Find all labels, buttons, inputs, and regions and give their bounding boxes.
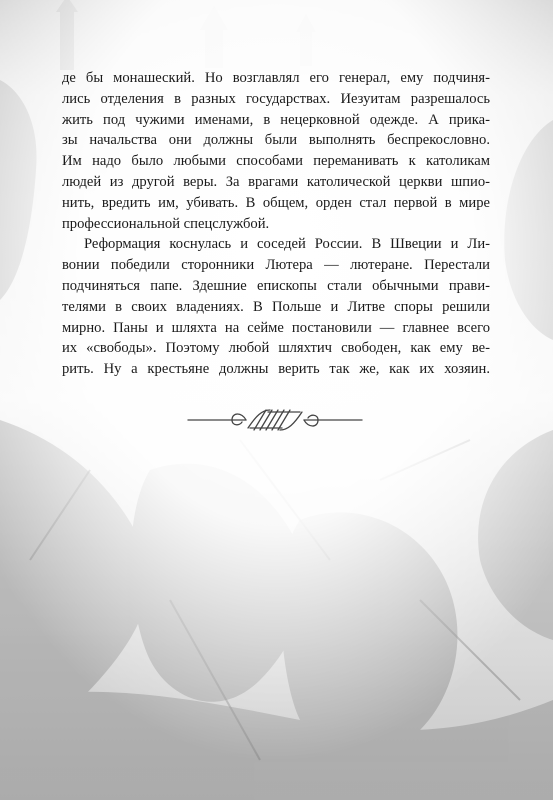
text-line: их «свободы». Поэтому любой шляхтич свободен, как ему ве- [62, 340, 490, 357]
text-line: нить, вредить им, убивать. В общем, орден стал первой в мире [62, 194, 490, 211]
text-line: лись отделения в разных государствах. Иезуитам разрешалось [62, 90, 490, 107]
text-line: жить под чужими именами, в нецерковной одежде. А прика- [62, 111, 490, 128]
text-line: Им надо было любыми способами переманивать к католикам [62, 153, 490, 170]
text-line: зы начальства они должны были выполнять беспрекословно. [62, 132, 490, 149]
text-line: мирно. Паны и шляхта на сейме постановили — главнее всего [62, 319, 490, 336]
text-line: Реформация коснулась и соседей России. В Швеции и Ли- [84, 236, 490, 253]
text-line: телями в своих владениях. В Польше и Литве споры решили [62, 298, 490, 315]
text-line: профессиональной спецслужбой. [62, 215, 270, 232]
body-text [62, 68, 490, 380]
text-line: подчиняться папе. Здешние епископы стали обычными прави- [62, 277, 490, 294]
paragraph-1 [62, 68, 490, 234]
paragraph-2 [62, 234, 490, 380]
text-line: де бы монашеский. Но возглавлял его генерал, ему подчиня- [62, 70, 490, 86]
text-line: людей из другой веры. За врагами католической церкви шпио- [62, 173, 490, 190]
text-line: рить. Ну а крестьяне должны верить так же, как их хозяин. [62, 361, 490, 378]
decorative-divider-ornament [186, 398, 364, 442]
text-line: вонии победили сторонники Лютера — лютеране. Перестали [62, 257, 490, 274]
